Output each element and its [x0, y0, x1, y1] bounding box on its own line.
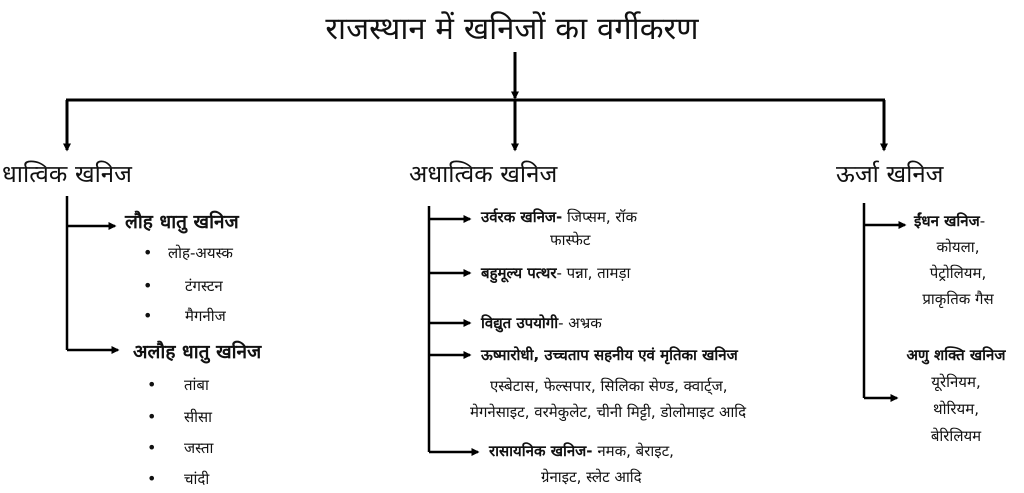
bullet-icon: • [147, 469, 157, 488]
chemical-text: नमक, बेराइट, [592, 442, 674, 460]
atomic-item: यूरेनियम, [931, 373, 981, 391]
fuel-entry [914, 213, 985, 230]
atomic-item: बेरिलियम [930, 427, 982, 445]
nonmetallic-heading: अधात्विक खनिज [409, 160, 558, 188]
precious-label: बहुमूल्य पत्थर [481, 264, 557, 282]
atomic-label: अणु शक्ति खनिज [906, 346, 1006, 364]
atomic-item: थोरियम, [933, 400, 979, 418]
refractory-line2: मेगनेसाइट, वरमेकुलेट, चीनी मिट्टी, डोलोमाइट आदि [470, 403, 747, 421]
nonferrous-item: चांदी [184, 470, 210, 488]
bullet-icon: • [143, 243, 153, 262]
bullet-icon: • [147, 407, 157, 426]
nonferrous-label: अलौह धातु खनिज [133, 341, 262, 363]
nonferrous-item: सीसा [184, 408, 213, 426]
diagram-title: राजस्थान में खनिजों का वर्गीकरण [325, 11, 699, 47]
precious-text: - पन्ना, तामड़ा [556, 264, 631, 282]
energy-heading: ऊर्जा खनिज [836, 160, 944, 188]
refractory-label: ऊष्मारोधी, उच्चताप सहनीय एवं मृतिका खनिज [481, 346, 738, 364]
fuel-label: ईंधन खनिज [914, 212, 980, 230]
fertilizer-entry [481, 209, 637, 226]
precious-entry [481, 265, 630, 282]
electrical-label: विद्युत उपयोगी [481, 314, 559, 332]
ferrous-item: लोह-अयस्क [168, 244, 233, 262]
chemical-text-line2: ग्रेनाइट, स्लेट आदि [541, 468, 642, 486]
chemical-entry [489, 443, 674, 460]
bullet-icon: • [147, 438, 157, 457]
fuel-item: पेट्रोलियम, [929, 264, 987, 282]
nonferrous-item: तांबा [184, 376, 209, 394]
fertilizer-text: जिप्सम, रॉक [562, 208, 637, 226]
electrical-text: - अभ्रक [558, 314, 602, 332]
electrical-entry [481, 315, 602, 332]
fertilizer-text-line2: फास्फेट [550, 231, 591, 249]
ferrous-item: मैगनीज [185, 307, 226, 325]
nonferrous-item: जस्ता [184, 439, 214, 457]
bullet-icon: • [143, 276, 153, 295]
bullet-icon: • [143, 306, 153, 325]
refractory-line1: एस्बेटास, फेल्सपार, सिलिका सेण्ड, क्वार्ट्ज, [490, 377, 728, 395]
fuel-dash: - [979, 212, 986, 230]
fuel-item: प्राकृतिक गैस [922, 290, 994, 308]
ferrous-item: टंगस्टन [185, 277, 223, 295]
metallic-heading: धात्विक खनिज [2, 160, 132, 188]
ferrous-label: लौह धातु खनिज [125, 211, 239, 233]
bullet-icon: • [147, 375, 157, 394]
chemical-label: रासायनिक खनिज- [489, 442, 593, 460]
fuel-item: कोयला, [936, 238, 980, 256]
fertilizer-label: उर्वरक खनिज- [481, 208, 563, 226]
